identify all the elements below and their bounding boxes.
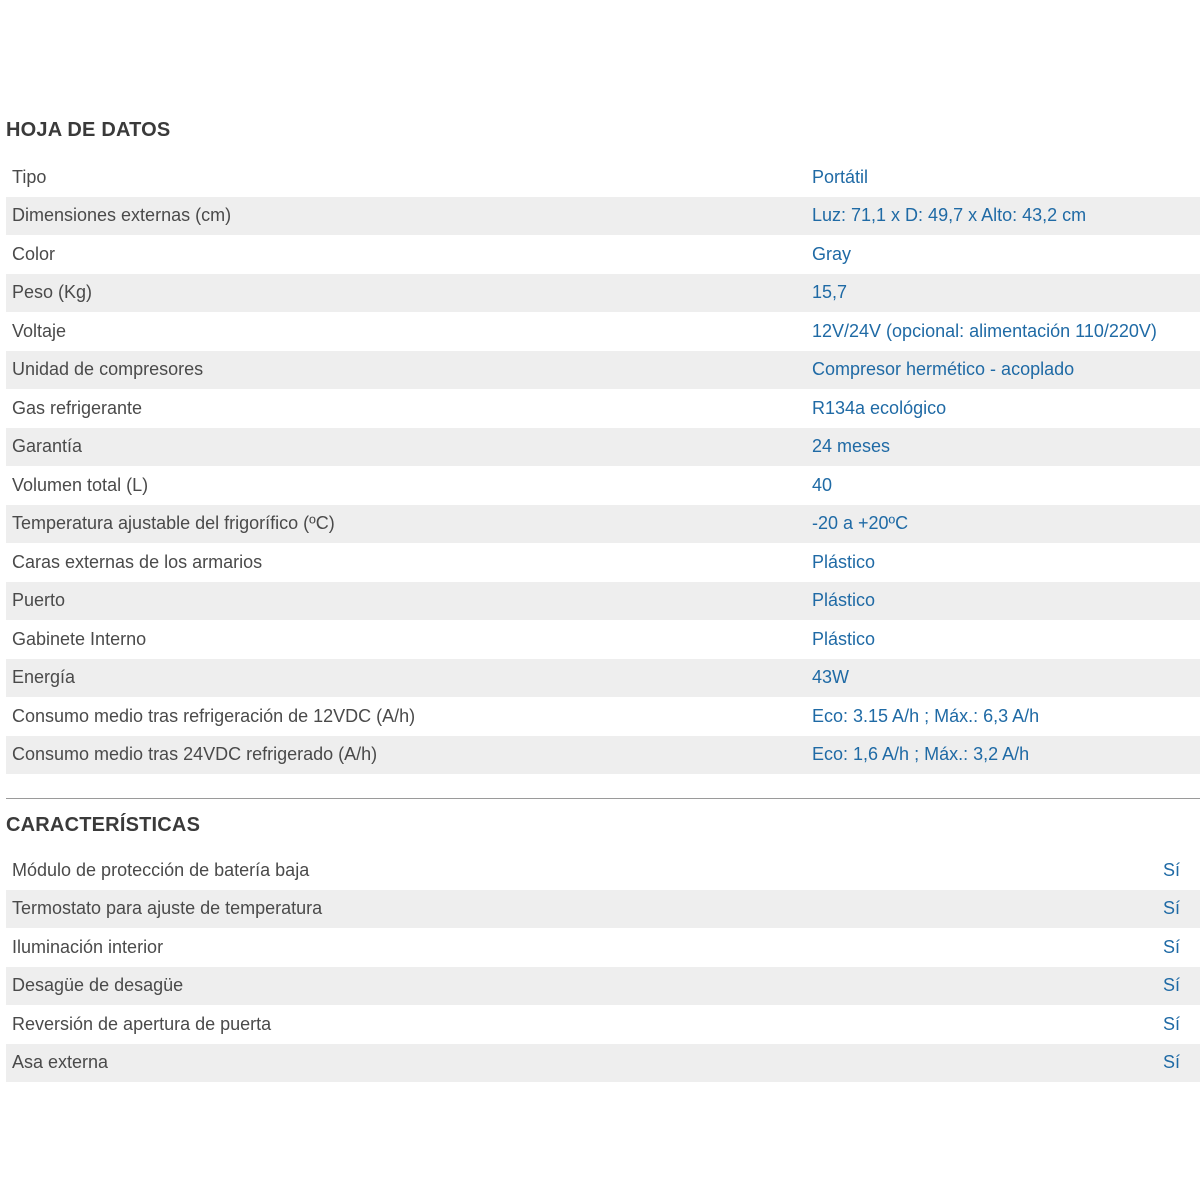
table-row xyxy=(6,505,1200,544)
table-row xyxy=(6,851,1200,890)
table-row xyxy=(6,351,1200,390)
row-value: Sí xyxy=(1162,898,1180,919)
table-row xyxy=(6,736,1200,775)
row-label: Consumo medio tras 24VDC refrigerado (A/h) xyxy=(12,744,378,765)
row-label: Gas refrigerante xyxy=(12,397,143,418)
row-value: Portátil xyxy=(812,166,869,187)
section-divider xyxy=(6,798,1200,799)
features-title: CARACTERÍSTICAS xyxy=(6,814,201,836)
row-value: Sí xyxy=(1162,1052,1180,1073)
row-value: Sí xyxy=(1162,1013,1180,1034)
row-value: Gray xyxy=(812,243,852,264)
table-row xyxy=(6,274,1200,313)
row-label: Iluminación interior xyxy=(12,936,164,957)
row-label: Gabinete Interno xyxy=(12,628,147,649)
row-value: -20 a +20ºC xyxy=(812,513,909,534)
row-label: Puerto xyxy=(12,590,66,611)
row-value: 43W xyxy=(812,667,850,688)
row-value: Plástico xyxy=(812,551,876,572)
table-row xyxy=(6,1044,1200,1083)
row-value: 12V/24V (opcional: alimentación 110/220V) xyxy=(812,320,1157,341)
row-value: Sí xyxy=(1162,975,1180,996)
table-row xyxy=(6,620,1200,659)
row-label: Unidad de compresores xyxy=(12,359,204,380)
row-value: Compresor hermético - acoplado xyxy=(812,359,1075,380)
row-value: Sí xyxy=(1162,936,1180,957)
row-label: Desagüe de desagüe xyxy=(12,975,184,996)
table-row xyxy=(6,428,1200,467)
row-label: Temperatura ajustable del frigorífico (ºC) xyxy=(12,513,335,534)
row-value: Eco: 3.15 A/h ; Máx.: 6,3 A/h xyxy=(812,705,1040,726)
table-row xyxy=(6,582,1200,621)
row-label: Módulo de protección de batería baja xyxy=(12,859,310,880)
row-value: Plástico xyxy=(812,628,876,649)
row-value: Luz: 71,1 x D: 49,7 x Alto: 43,2 cm xyxy=(812,205,1087,226)
row-label: Garantía xyxy=(12,436,83,457)
datasheet-table xyxy=(6,158,1200,774)
row-label: Termostato para ajuste de temperatura xyxy=(12,898,323,919)
table-row xyxy=(6,312,1200,351)
row-label: Peso (Kg) xyxy=(12,282,93,303)
row-label: Consumo medio tras refrigeración de 12VDC (A/h) xyxy=(12,705,416,726)
row-label: Volumen total (L) xyxy=(12,474,149,495)
table-row xyxy=(6,543,1200,582)
table-row xyxy=(6,697,1200,736)
row-label: Dimensiones externas (cm) xyxy=(12,205,232,226)
table-row xyxy=(6,659,1200,698)
table-row xyxy=(6,466,1200,505)
row-label: Energía xyxy=(12,667,76,688)
table-row xyxy=(6,967,1200,1006)
row-value: Eco: 1,6 A/h ; Máx.: 3,2 A/h xyxy=(812,744,1030,765)
row-label: Color xyxy=(12,243,56,264)
row-label: Reversión de apertura de puerta xyxy=(12,1013,272,1034)
table-row xyxy=(6,158,1200,197)
row-value: Sí xyxy=(1162,859,1180,880)
row-value: 15,7 xyxy=(812,282,848,303)
row-value: Plástico xyxy=(812,590,876,611)
row-value: R134a ecológico xyxy=(812,397,947,418)
row-label: Caras externas de los armarios xyxy=(12,551,263,572)
table-row xyxy=(6,235,1200,274)
table-row xyxy=(6,389,1200,428)
row-label: Asa externa xyxy=(12,1052,109,1073)
row-label: Voltaje xyxy=(12,320,67,341)
table-row xyxy=(6,197,1200,236)
datasheet-title: HOJA DE DATOS xyxy=(6,119,171,141)
row-label: Tipo xyxy=(12,166,47,187)
table-row xyxy=(6,1005,1200,1044)
table-row xyxy=(6,928,1200,967)
row-value: 24 meses xyxy=(812,436,891,457)
features-table xyxy=(6,851,1200,1082)
table-row xyxy=(6,890,1200,929)
row-value: 40 xyxy=(812,474,833,495)
